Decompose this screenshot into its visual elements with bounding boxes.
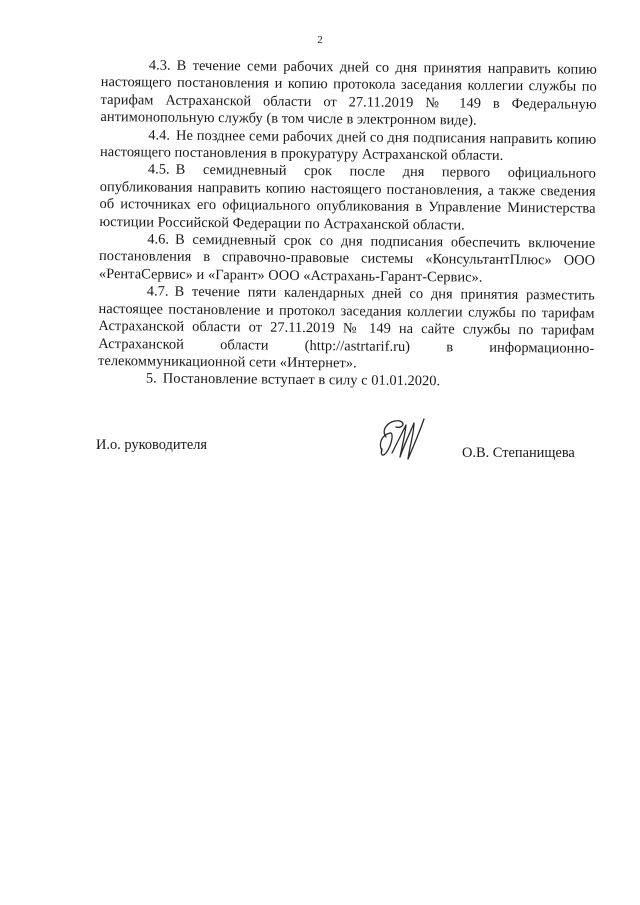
paragraph-number: 4.4.: [148, 127, 171, 144]
paragraph-text: В семидневный срок со дня подписания обеспечить включение постановления в справочно-правовые системы «КонсультантПлюс» ООО «РентаСервис» и «Гарант» ООО «Астрахань-Гарант-Сервис».: [98, 231, 596, 286]
signatory-name: О.В. Степанищева: [462, 445, 575, 461]
signature-block: [96, 415, 596, 475]
paragraph-number: 4.5.: [147, 161, 170, 179]
paragraph-number: 4.7.: [146, 283, 169, 300]
paragraph-5: [98, 370, 594, 392]
paragraph-text: Постановление вступает в силу с 01.01.2020.: [162, 370, 441, 390]
paragraph-4-7: [98, 283, 595, 375]
paragraph-number: 4.3.: [148, 57, 171, 74]
signatory-role: И.о. руководителя: [96, 437, 208, 453]
paragraph-4-5: [99, 161, 596, 235]
paragraph-text: Не позднее семи рабочих дней со дня подписания направить копию настоящего постановления в прокуратуру Астраханской области.: [100, 127, 597, 164]
paragraph-4-4: [100, 127, 596, 167]
paragraph-4-6: [99, 231, 595, 288]
paragraph-text: В течение пяти календарных дней со дня принятия разместить настоящее постановление и протокол заседания коллегии службы по тарифам Астраханской области от 27.11.2019 № 149 на сайте службы по тарифам Астраханской области (http://astrtarif.ru) в информационно-телекоммуникационной сети «Интернет».: [98, 283, 595, 372]
paragraph-4-3: [100, 57, 597, 131]
paragraph-number: 5.: [145, 370, 157, 387]
document-body: [98, 57, 597, 392]
paragraph-text: В семидневный срок после дня первого официального опубликования направить копию настоящего постановления, а также сведения об источниках его официального опубликования в Управление Министерства юстиции Российской Федерации по Астраханской области.: [99, 162, 596, 234]
page-number: 2: [317, 34, 323, 46]
handwritten-signature-icon: [372, 415, 436, 467]
paragraph-number: 4.6.: [147, 231, 170, 248]
paragraph-text: В течение семи рабочих дней со дня принятия направить копию настоящего постановления и копию протокола заседания коллегии службы по тарифам Астраханской области от 27.11.2019 № 149 в Федеральную антимонопольную службу (в том числе в электронном виде).: [100, 57, 597, 129]
